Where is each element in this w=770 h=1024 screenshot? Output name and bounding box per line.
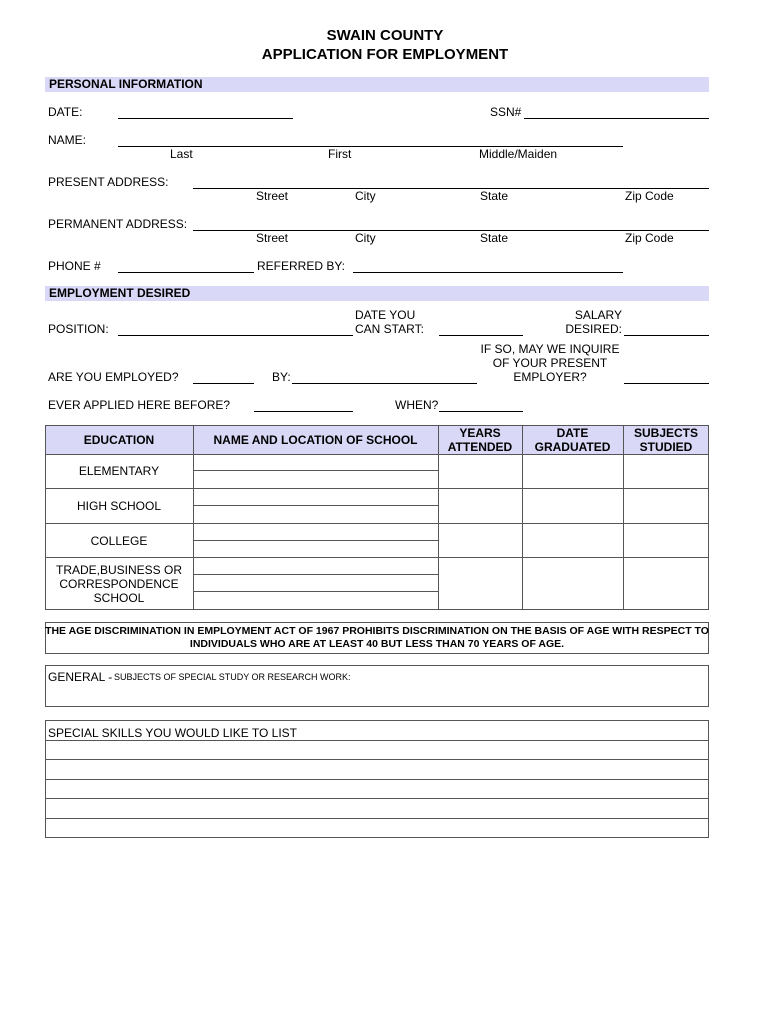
start-label-line2: CAN START: <box>355 322 424 336</box>
inquire-label-line3: EMPLOYER? <box>513 370 587 384</box>
position-label: POSITION: <box>48 322 109 336</box>
permanent-street-caption: Street <box>256 231 289 245</box>
age-notice-line2: INDIVIDUALS WHO ARE AT LEAST 40 BUT LESS THAN 70 YEARS OF AGE. <box>189 638 565 650</box>
position-field[interactable] <box>118 335 353 336</box>
col-subjects-line2: STUDIED <box>639 440 693 454</box>
present-state-caption: State <box>480 189 509 203</box>
applied-field[interactable] <box>254 411 353 412</box>
by-label: BY: <box>272 370 291 384</box>
row-elementary: ELEMENTARY <box>78 464 160 478</box>
start-label-line1: DATE YOU <box>355 308 416 322</box>
employed-field[interactable] <box>193 383 254 384</box>
present-city-caption: City <box>355 189 376 203</box>
skills-line-2[interactable] <box>45 759 709 760</box>
permanent-zip-caption: Zip Code <box>625 231 674 245</box>
col-years-line2: ATTENDED <box>447 440 513 454</box>
col-education: EDUCATION <box>83 433 155 447</box>
phone-label: PHONE # <box>48 259 101 273</box>
salary-label-line2: DESIRED: <box>565 322 622 336</box>
inquire-label-line1: IF SO, MAY WE INQUIRE <box>480 342 620 356</box>
form-title: APPLICATION FOR EMPLOYMENT <box>261 46 509 63</box>
row-trade-line2: CORRESPONDENCE <box>59 577 179 591</box>
when-label: WHEN? <box>395 398 439 412</box>
row-college: COLLEGE <box>90 534 148 548</box>
county-title: SWAIN COUNTY <box>326 27 444 44</box>
salary-field[interactable] <box>624 335 709 336</box>
row-high-school: HIGH SCHOOL <box>76 499 161 513</box>
col-years-line1: YEARS <box>459 426 501 440</box>
inquire-field[interactable] <box>624 383 709 384</box>
permanent-address-label: PERMANENT ADDRESS: <box>48 217 188 231</box>
present-street-caption: Street <box>256 189 289 203</box>
when-field[interactable] <box>439 411 523 412</box>
age-notice-line1: THE AGE DISCRIMINATION IN EMPLOYMENT ACT OF 1967 PROHIBITS DISCRIMINATION ON THE BASIS OF AGE WITH RESPECT TO <box>45 625 709 637</box>
referred-field[interactable] <box>353 272 623 273</box>
salary-label-line1: SALARY <box>574 308 622 322</box>
skills-line-4[interactable] <box>45 798 709 799</box>
start-date-field[interactable] <box>439 335 523 336</box>
skills-line-5[interactable] <box>45 818 709 819</box>
col-school: NAME AND LOCATION OF SCHOOL <box>213 433 418 447</box>
applied-label: EVER APPLIED HERE BEFORE? <box>48 398 231 412</box>
name-last-caption: Last <box>170 147 193 161</box>
skills-line-1[interactable] <box>45 740 709 741</box>
permanent-city-caption: City <box>355 231 376 245</box>
ssn-field[interactable] <box>524 118 709 119</box>
employment-section-header: EMPLOYMENT DESIRED <box>45 286 709 301</box>
date-label: DATE: <box>48 105 83 119</box>
ssn-label: SSN# <box>490 105 522 119</box>
col-subjects-line1: SUBJECTS <box>633 426 698 440</box>
name-middle-caption: Middle/Maiden <box>479 147 558 161</box>
skills-label: SPECIAL SKILLS YOU WOULD LIKE TO LIST <box>48 726 297 740</box>
permanent-state-caption: State <box>480 231 509 245</box>
date-field[interactable] <box>118 118 293 119</box>
name-first-caption: First <box>328 147 352 161</box>
referred-label: REFERRED BY: <box>257 259 346 273</box>
employed-label: ARE YOU EMPLOYED? <box>48 370 179 384</box>
present-address-label: PRESENT ADDRESS: <box>48 175 169 189</box>
col-date-line1: DATE <box>556 426 589 440</box>
general-sublabel: SUBJECTS OF SPECIAL STUDY OR RESEARCH WORK: <box>114 672 351 682</box>
general-label: GENERAL - <box>48 670 113 684</box>
row-trade-line3: SCHOOL <box>93 591 145 605</box>
phone-field[interactable] <box>118 272 254 273</box>
skills-line-3[interactable] <box>45 779 709 780</box>
employed-by-field[interactable] <box>292 383 477 384</box>
row-trade-line1: TRADE,BUSINESS OR <box>55 563 183 577</box>
present-zip-caption: Zip Code <box>625 189 674 203</box>
personal-section-header: PERSONAL INFORMATION <box>45 77 709 92</box>
name-label: NAME: <box>48 133 87 147</box>
inquire-label-line2: OF YOUR PRESENT <box>492 356 608 370</box>
col-date-line2: GRADUATED <box>534 440 611 454</box>
